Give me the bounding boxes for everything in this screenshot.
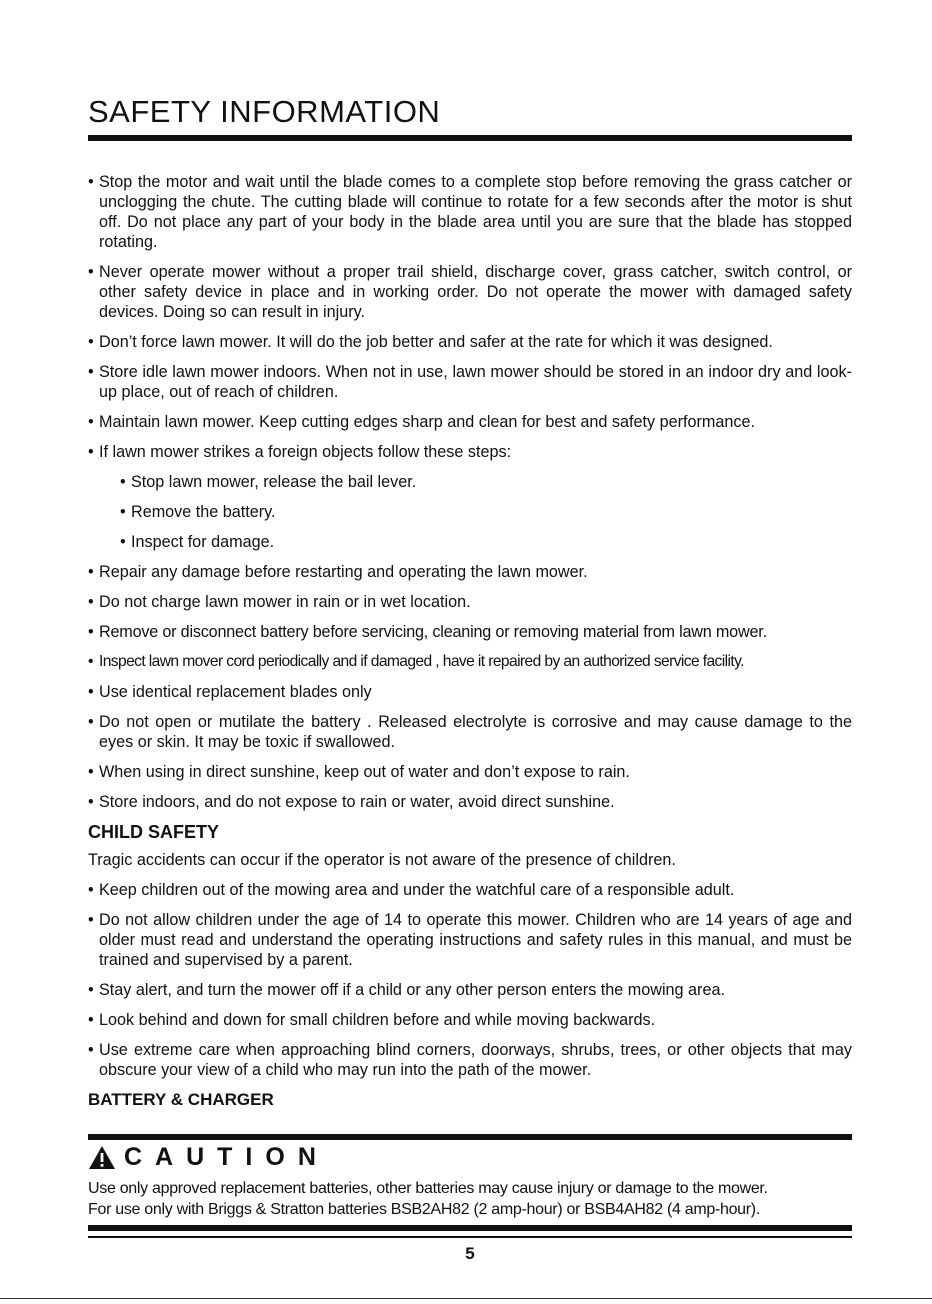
caution-line: For use only with Briggs & Stratton batteries BSB2AH82 (2 amp-hour) or BSB4AH82 (4 amp-hour).: [88, 1201, 760, 1218]
safety-item: • If lawn mower strikes a foreign objects follow these steps:: [88, 442, 852, 462]
page-bottom-edge: [0, 1298, 932, 1299]
caution-line: Use only approved replacement batteries, other batteries may cause injury or damage to the mower.: [88, 1180, 768, 1197]
safety-item: • Remove or disconnect battery before servicing, cleaning or removing material from lawn mower.: [88, 622, 852, 642]
safety-item: • Stop the motor and wait until the blade comes to a complete stop before removing the grass catcher or unclogging the chute. The cutting blade will continue to rotate for a few seconds after the motor is shut off. Do not place any part of your body in the blade area until you are sure that the blade has stopped rotating.: [88, 172, 852, 252]
safety-item: • Maintain lawn mower. Keep cutting edges sharp and clean for best and safety performance.: [88, 412, 852, 432]
safety-item: • Inspect lawn mover cord periodically and if damaged , have it repaired by an authorized service facility.: [88, 652, 852, 672]
safety-item: • Do not charge lawn mower in rain or in wet location.: [88, 592, 852, 612]
child-safety-item: • Look behind and down for small children before and while moving backwards.: [88, 1010, 852, 1030]
caution-header: [88, 1143, 329, 1172]
foreign-object-step: • Inspect for damage.: [88, 532, 852, 552]
safety-item: • Use identical replacement blades only: [88, 682, 852, 702]
caution-word: CAUTION: [124, 1143, 329, 1171]
page-number: 5: [465, 1244, 475, 1263]
safety-item: • Repair any damage before restarting and operating the lawn mower.: [88, 562, 852, 582]
child-safety-item: • Do not allow children under the age of 14 to operate this mower. Children who are 14 years of age and older must read and understand the operating instructions and safety rules in this manual, and must be trained and supervised by a parent.: [88, 910, 852, 970]
foreign-object-step: • Remove the battery.: [88, 502, 852, 522]
child-safety-item: • Use extreme care when approaching blind corners, doorways, shrubs, trees, or other objects that may obscure your view of a child who may run into the path of the mower.: [88, 1040, 852, 1080]
caution-bottom-thin-rule: [88, 1236, 852, 1238]
caution-bottom-rule: [88, 1225, 852, 1231]
warning-triangle-icon: [88, 1145, 116, 1170]
title-rule: [88, 135, 852, 141]
safety-item: • Store indoors, and do not expose to rain or water, avoid direct sunshine.: [88, 792, 852, 812]
caution-top-rule: [88, 1134, 852, 1140]
safety-item: • When using in direct sunshine, keep out of water and don’t expose to rain.: [88, 762, 852, 782]
battery-heading: BATTERY & CHARGER: [88, 1090, 274, 1109]
safety-item: • Store idle lawn mower indoors. When not in use, lawn mower should be stored in an indoor dry and look-up place, out of reach of children.: [88, 362, 852, 402]
page-title: SAFETY INFORMATION: [88, 94, 441, 129]
child-safety-item: • Keep children out of the mowing area and under the watchful care of a responsible adult.: [88, 880, 852, 900]
child-safety-heading: CHILD SAFETY: [88, 822, 220, 842]
foreign-object-step: • Stop lawn mower, release the bail lever.: [88, 472, 852, 492]
child-safety-item: • Stay alert, and turn the mower off if a child or any other person enters the mowing area.: [88, 980, 852, 1000]
caution-text: [88, 1178, 852, 1220]
safety-item: • Never operate mower without a proper trail shield, discharge cover, grass catcher, switch control, or other safety device in place and in working order. Do not operate the mower with damaged safety devices. Doing so can result in injury.: [88, 262, 852, 322]
safety-item: • Don’t force lawn mower. It will do the job better and safer at the rate for which it was designed.: [88, 332, 852, 352]
child-safety-intro: Tragic accidents can occur if the operator is not aware of the presence of children.: [88, 851, 676, 869]
safety-content: [88, 172, 852, 1110]
safety-item: • Do not open or mutilate the battery . Released electrolyte is corrosive and may cause damage to the eyes or skin. It may be toxic if swallowed.: [88, 712, 852, 752]
